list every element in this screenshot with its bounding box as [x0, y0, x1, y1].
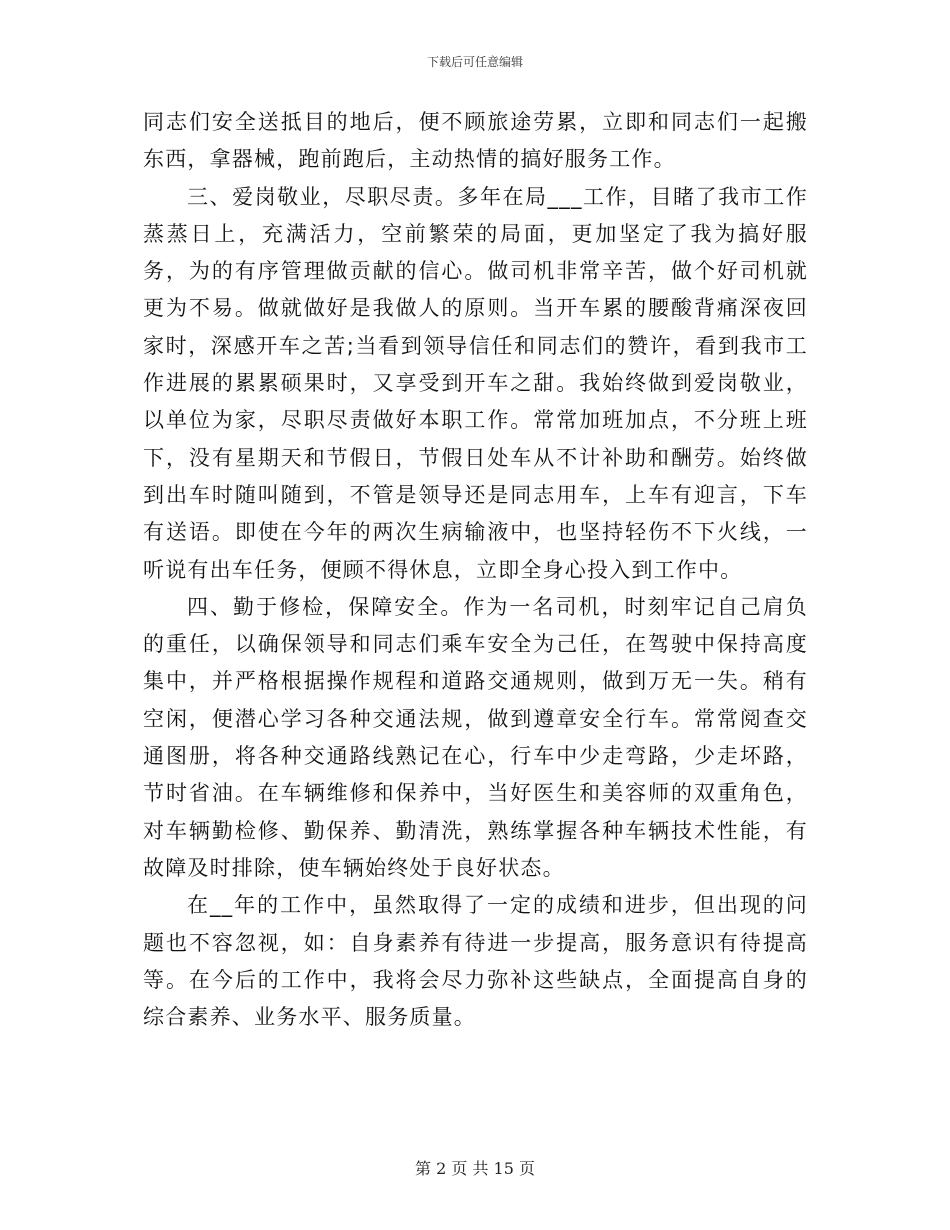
- paragraph-section-four: 四、勤于修检，保障安全。作为一名司机，时刻牢记自己肩负的重任，以确保领导和同志们乘车安全为己任，在驾驶中保持高度集中，并严格根据操作规程和道路交通规则，做到万无一失。稍有空闲，便潜心学习各种交通法规，做到遵章安全行车。常常阅查交通图册，将各种交通路线熟记在心，行车中少走弯路，少走坏路，节时省油。在车辆维修和保养中，当好医生和美容师的双重角色，对车辆勤检修、勤保养、勤清洗，熟练掌握各种车辆技术性能，有故障及时排除，使车辆始终处于良好状态。: [143, 594, 808, 880]
- paragraph-continuation: 同志们安全送抵目的地后，便不顾旅途劳累，立即和同志们一起搬东西，拿器械，跑前跑后，主动热情的搞好服务工作。: [143, 110, 808, 172]
- page-header-note: 下载后可任意编辑: [426, 55, 523, 69]
- page-number: 第 2 页 共 15 页: [415, 1159, 535, 1178]
- document-body: [143, 104, 808, 1036]
- paragraph-summary: 在__年的工作中，虽然取得了一定的成绩和进步，但出现的问题也不容忽视，如：自身素养有待进一步提高，服务意识有待提高等。在今后的工作中，我将会尽力弥补这些缺点，全面提高自身的综合素养、业务水平、服务质量。: [143, 893, 808, 1030]
- paragraph-section-three: 三、爱岗敬业，尽职尽责。多年在局___工作，目睹了我市工作蒸蒸日上，充满活力，空前繁荣的局面，更加坚定了我为搞好服务，为的有序管理做贡献的信心。做司机非常辛苦，做个好司机就更为不易。做就做好是我做人的原则。当开车累的腰酸背痛深夜回家时，深感开车之苦;当看到领导信任和同志们的赞许，看到我市工作进展的累累硕果时，又享受到开车之甜。我始终做到爱岗敬业，以单位为家，尽职尽责做好本职工作。常常加班加点，不分班上班下，没有星期天和节假日，节假日处车从不计补助和酬劳。始终做到出车时随叫随到，不管是领导还是同志用车，上车有迎言，下车有送语。即使在今年的两次生病输液中，也坚持轻伤不下火线，一听说有出车任务，便顾不得休息，立即全身心投入到工作中。: [143, 184, 808, 582]
